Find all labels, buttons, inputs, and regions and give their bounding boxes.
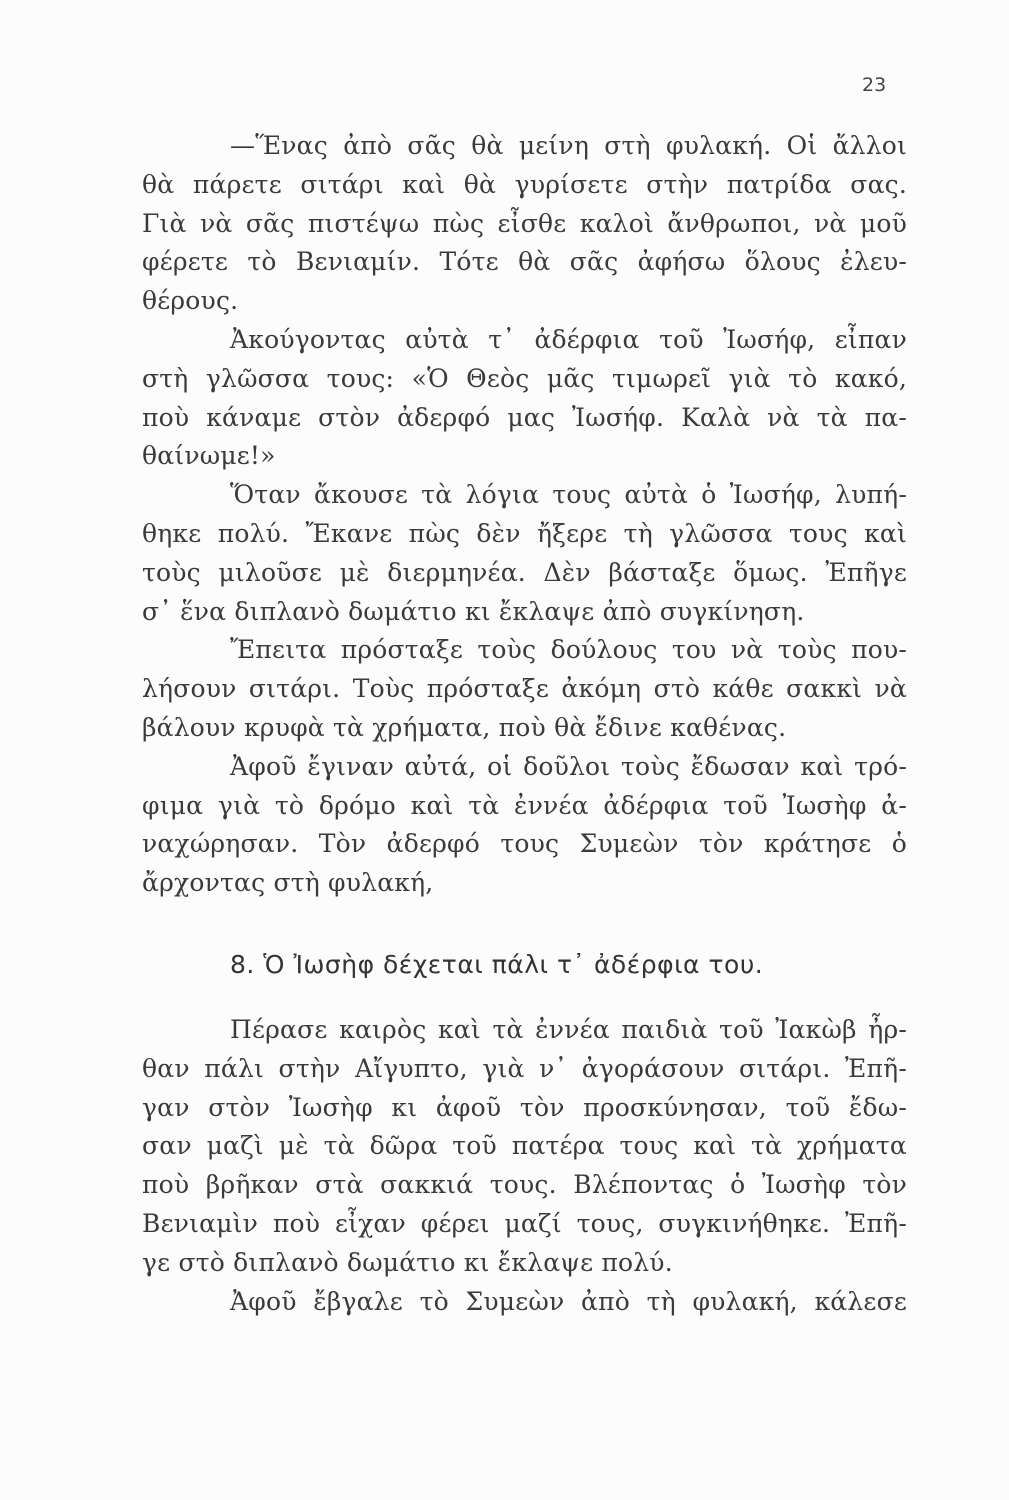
paragraph — [142, 476, 907, 631]
text-line: λήσουν σιτάρι. Τοὺς πρόσταξε ἀκόμη στὸ κάθε σακκὶ νὰ — [142, 674, 907, 704]
text-line: Γιὰ νὰ σᾶς πιστέψω πὼς εἶσθε καλοὶ ἄνθρωποι, νὰ μοῦ — [142, 208, 907, 238]
text-line: Ὅταν ἄκουσε τὰ λόγια τους αὐτὰ ὁ Ἰωσήφ, λυπή- — [230, 480, 907, 510]
text-line: γαν στὸν Ἰωσὴφ κι ἀφοῦ τὸν προσκύνησαν, τοῦ ἔδω- — [142, 1092, 907, 1122]
text-line: ποὺ βρῆκαν στὰ σακκιά τους. Βλέποντας ὁ Ἰωσὴφ τὸν — [142, 1170, 907, 1200]
paragraph — [142, 321, 907, 476]
text-line: γε στὸ διπλανὸ δωμάτιο κι ἔκλαψε πολύ. — [142, 1247, 673, 1277]
text-block-top — [142, 127, 907, 903]
text-line: Ἀκούγοντας αὐτὰ τ᾿ ἀδέρφια τοῦ Ἰωσήφ, εἶπαν — [230, 324, 907, 354]
section-heading: 8. Ὁ Ἰωσὴφ δέχεται πάλι τ᾿ ἀδέρφια του. — [230, 950, 764, 979]
text-line: θαίνωμε!» — [142, 441, 276, 471]
text-line: ποὺ κάναμε στὸν ἀδερφό μας Ἰωσήφ. Καλὰ νὰ τὰ πα- — [142, 402, 907, 432]
paragraph — [142, 1283, 907, 1322]
text-line: θέρους. — [142, 286, 239, 316]
paragraph — [142, 1011, 907, 1283]
text-line: θὰ πάρετε σιτάρι καὶ θὰ γυρίσετε στὴν πατρίδα σας. — [142, 169, 907, 199]
text-line: θαν πάλι στὴν Αἴγυπτο, γιὰ ν᾿ ἀγοράσουν σιτάρι. Ἐπῆ- — [142, 1053, 907, 1083]
text-line: βάλουν κρυφὰ τὰ χρήματα, ποὺ θὰ ἔδινε καθένας. — [142, 712, 787, 742]
text-line: στὴ γλῶσσα τους: «Ὁ Θεὸς μᾶς τιμωρεῖ γιὰ τὸ κακό, — [142, 363, 907, 393]
paragraph — [142, 631, 907, 747]
text-line: φιμα γιὰ τὸ δρόμο καὶ τὰ ἐννέα ἀδέρφια τοῦ Ἰωσὴφ ἀ- — [142, 790, 907, 820]
text-line: Ἀφοῦ ἔβγαλε τὸ Συμεὼν ἀπὸ τὴ φυλακή, κάλεσε — [230, 1286, 907, 1316]
text-line: ναχώρησαν. Τὸν ἀδερφό τους Συμεὼν τὸν κράτησε ὁ — [142, 829, 907, 859]
paragraph — [142, 748, 907, 903]
text-line: θηκε πολύ. Ἔκανε πὼς δὲν ἤξερε τὴ γλῶσσα τους καὶ — [142, 518, 907, 548]
text-line: ἄρχοντας στὴ φυλακή, — [142, 868, 434, 898]
page-number: 23 — [862, 74, 887, 96]
text-line: σ᾿ ἕνα διπλανὸ δωμάτιο κι ἔκλαψε ἀπὸ συγκίνηση. — [142, 596, 805, 626]
paragraph — [142, 127, 907, 321]
text-block-bottom — [142, 1011, 907, 1321]
text-line: Πέρασε καιρὸς καὶ τὰ ἐννέα παιδιὰ τοῦ Ἰακὼβ ἦρ- — [230, 1015, 907, 1044]
text-line: Ἀφοῦ ἔγιναν αὐτά, οἱ δοῦλοι τοὺς ἔδωσαν καὶ τρό- — [230, 751, 907, 781]
text-line: Βενιαμὶν ποὺ εἶχαν φέρει μαζί τους, συγκινήθηκε. Ἐπῆ- — [142, 1208, 907, 1238]
text-line: σαν μαζὶ μὲ τὰ δῶρα τοῦ πατέρα τους καὶ τὰ χρήματα — [142, 1131, 907, 1161]
text-line: φέρετε τὸ Βενιαμίν. Τότε θὰ σᾶς ἀφήσω ὅλους ἐλευ- — [142, 247, 907, 277]
text-line: τοὺς μιλοῦσε μὲ διερμηνέα. Δὲν βάσταξε ὅμως. Ἐπῆγε — [142, 557, 907, 587]
text-line: Ἔπειτα πρόσταξε τοὺς δούλους του νὰ τοὺς που- — [230, 635, 907, 665]
text-line: —Ἕνας ἀπὸ σᾶς θὰ μείνη στὴ φυλακή. Οἱ ἄλλοι — [230, 131, 907, 160]
